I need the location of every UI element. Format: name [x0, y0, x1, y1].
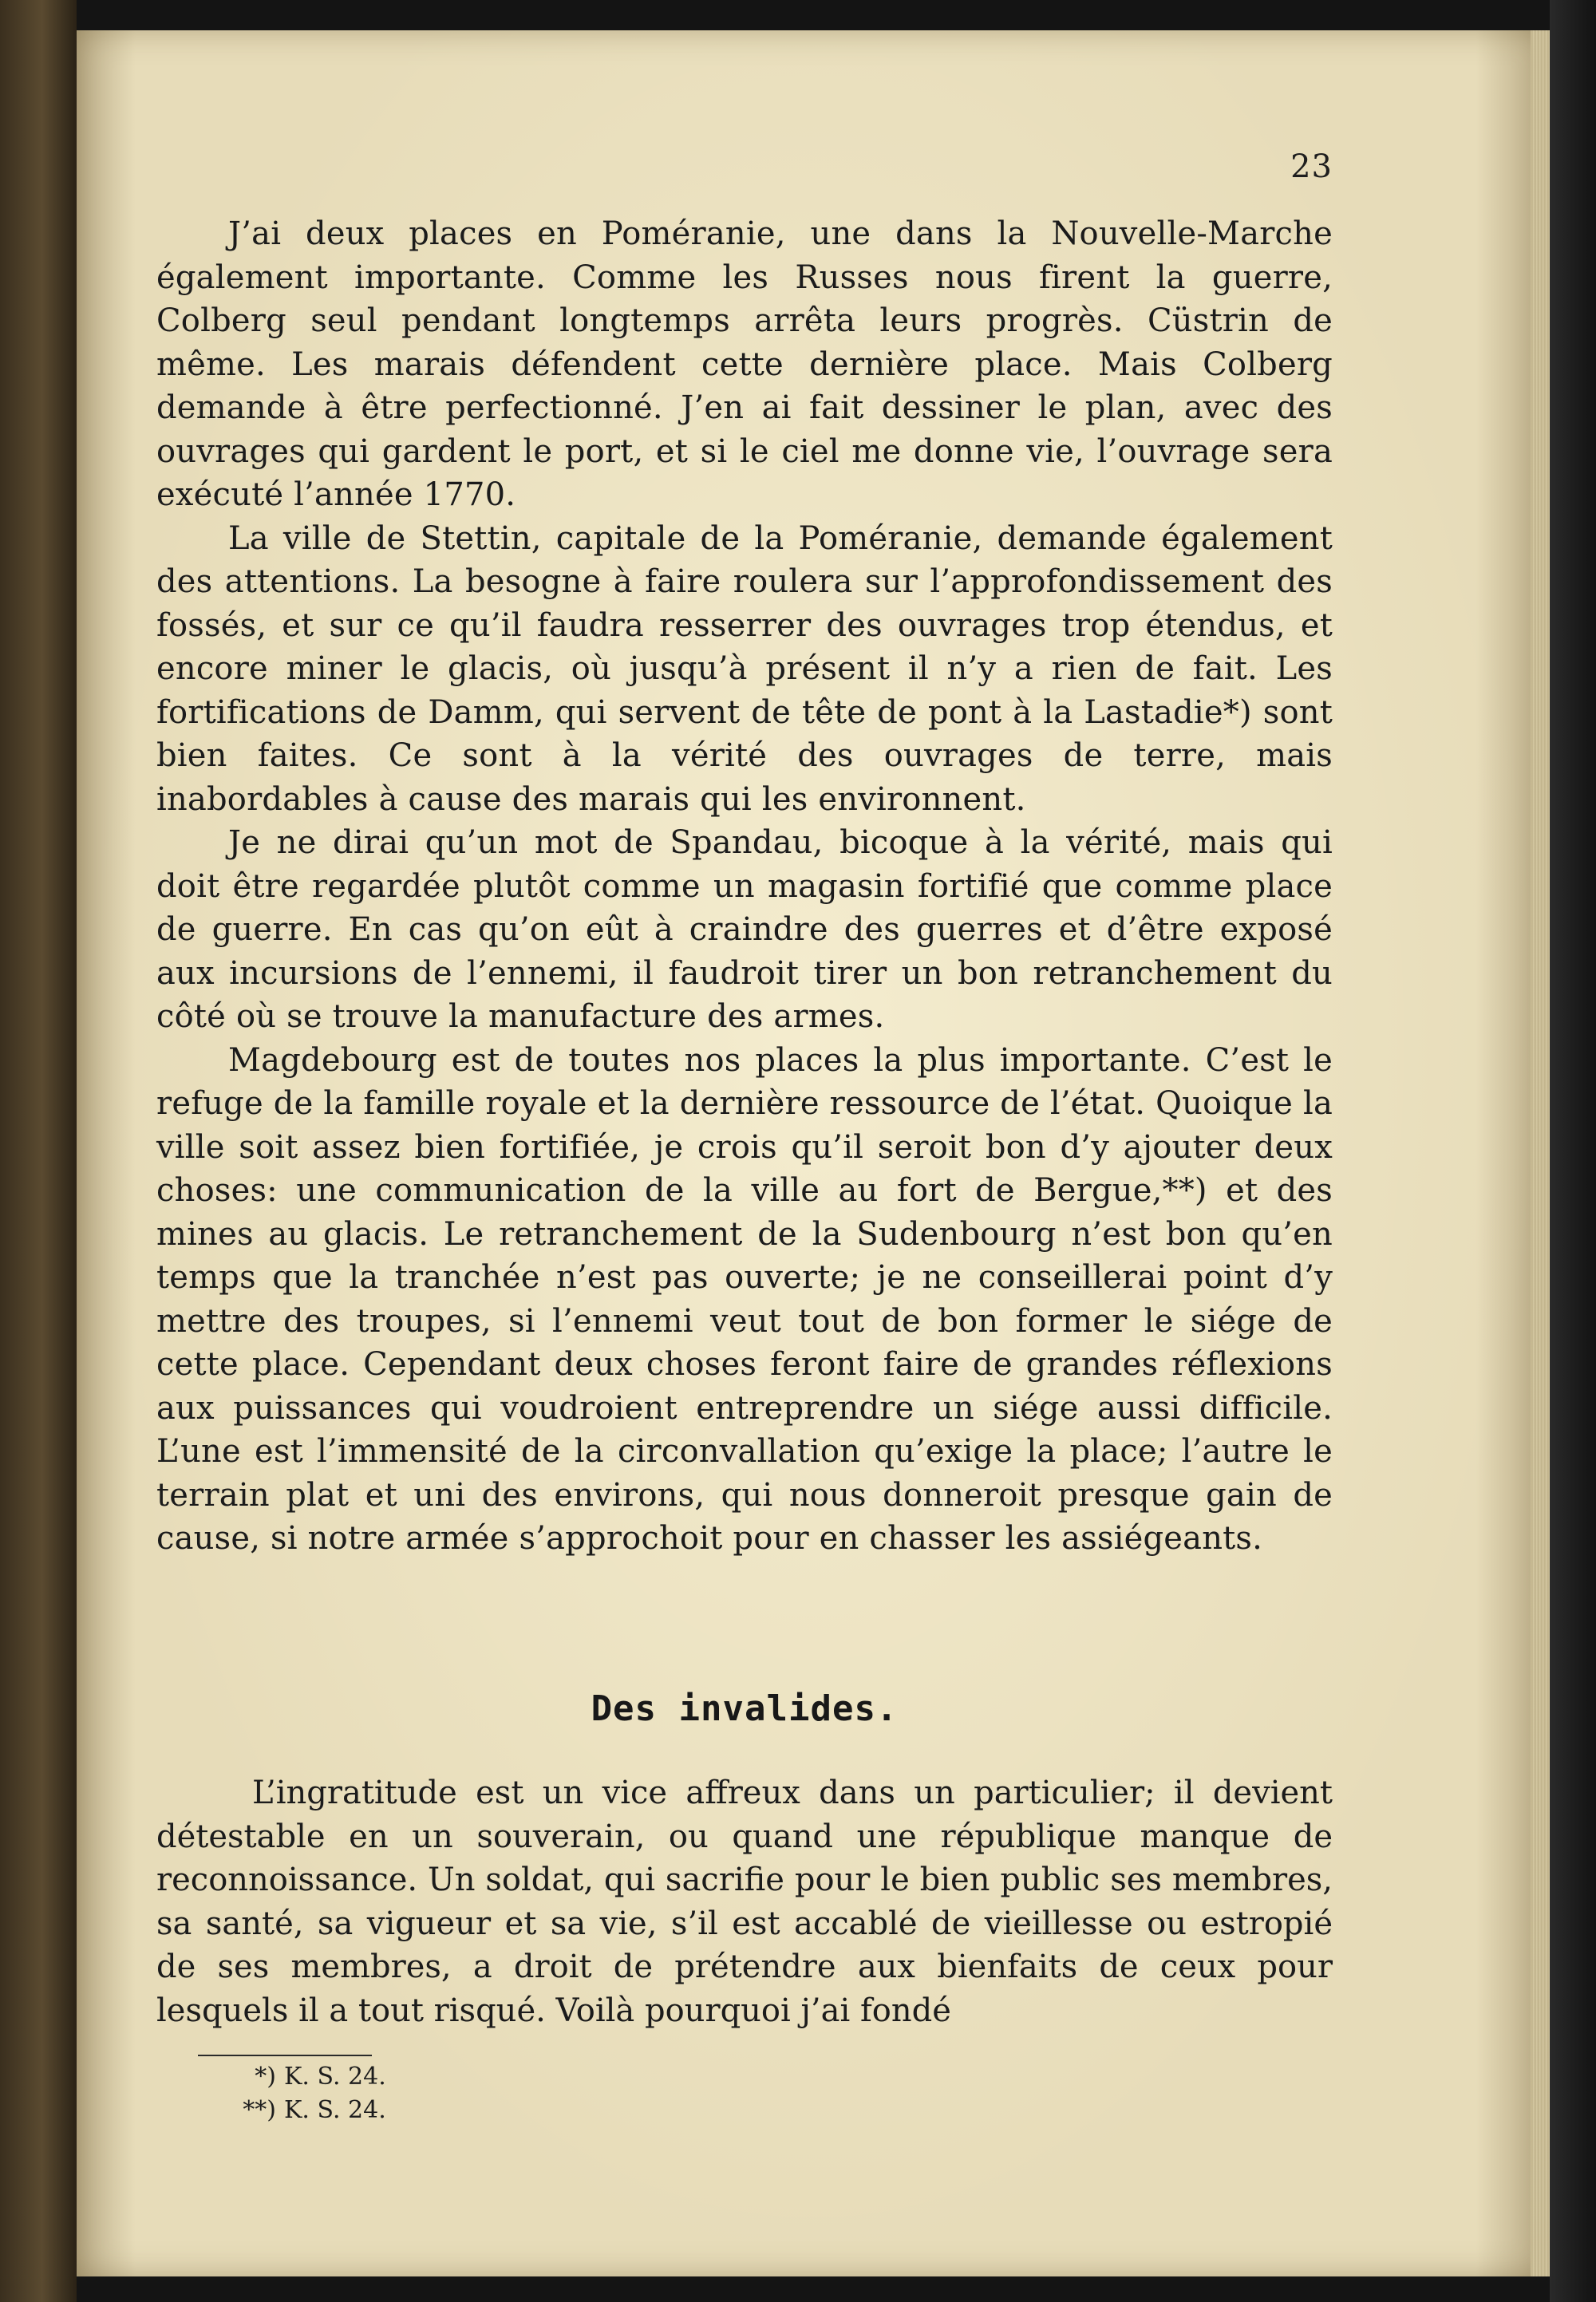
footnote [204, 2060, 683, 2094]
paragraph-spandau: Je ne dirai qu’un mot de Spandau, bicoque à la vérité, mais qui doit être regardée plutôt comme un magasin fortifié que comme place de guerre. En cas qu’on eût à craindre des guerres et d’être exposé aux incursions de l’ennemi, il faudroit tirer un bon retranchement du côté où se trouve la manufacture des armes. [156, 824, 1333, 1035]
book-page [77, 30, 1550, 2276]
page-edge [1531, 30, 1550, 2276]
footnote [204, 2094, 683, 2127]
footnote-divider [198, 2055, 372, 2056]
footnote-mark: **) [243, 2096, 276, 2124]
book-spine [0, 0, 77, 2302]
paragraph-pomeranie: J’ai deux places en Poméranie, une dans la Nouvelle-Marche également importante. Comme les Russes nous firent la guerre, Colberg seul pendant longtemps arrêta leurs progrès. Cüstrin de même. Les marais défendent cette dernière place. Mais Colberg demande à être perfectionné. J’en ai fait dessiner le plan, avec des ouvrages qui gardent le port, et si le ciel me donne vie, l’ouvrage sera exécuté l’année 1770. [156, 215, 1333, 513]
paragraph-magdebourg: Magdebourg est de toutes nos places la plus importante. C’est le refuge de la famille royale et la dernière ressource de l’état. Quoique la ville soit assez bien fortifiée, je crois qu’il seroit bon d’y ajouter deux choses: une communication de la ville au fort de Bergue,**) et des mines au glacis. Le retranchement de la Sudenbourg n’est bon qu’en temps que la tranchée n’est pas ouverte; je ne conseillerai point d’y mettre des troupes, si l’ennemi veut tout de bon former le siége de cette place. Cependant deux choses feront faire de grandes réflexions aux puissances qui voudroient entreprendre un siége aussi difficile. L’une est l’immensité de la circonvallation qu’exige la place; l’autre le terrain plat et uni des environs, qui nous donneroit presque gain de cause, si notre armée s’approchoit pour en chasser les assiégeants. [156, 1041, 1333, 1557]
book-cover-edge [1550, 0, 1596, 2302]
footnote-text: K. S. 24. [284, 2096, 386, 2124]
page-number: 23 [1290, 148, 1333, 185]
main-text [156, 212, 1333, 1561]
section-text [156, 1771, 1333, 2032]
footnotes [204, 2060, 683, 2127]
paragraph-invalides: L’ingratitude est un vice affreux dans un particulier; il devient détestable en un souverain, ou quand une république manque de reconnoissance. Un soldat, qui sacrifie pour le bien public ses membres, sa santé, sa vigueur et sa vie, s’il est accablé de vieillesse ou estropié de ses membres, a droit de prétendre aux bienfaits de ceux pour lesquels il a tout risqué. Voilà pourquoi j’ai fondé [156, 1775, 1333, 2029]
footnote-text: K. S. 24. [284, 2063, 386, 2091]
paragraph-stettin: La ville de Stettin, capitale de la Poméranie, demande également des attentions. La besogne à faire roulera sur l’approfondissement des fossés, et sur ce qu’il faudra resserrer des ouvrages trop étendus, et encore miner le glacis, où jusqu’à présent il n’y a rien de fait. Les fortifications de Damm, qui servent de tête de pont à la Lastadie*) sont bien faites. Ce sont à la vérité des ouvrages de terre, mais inabordables à cause des marais qui les environnent. [156, 519, 1333, 818]
section-heading: Des invalides. [591, 1688, 899, 1729]
footnote-mark: *) [255, 2063, 276, 2091]
